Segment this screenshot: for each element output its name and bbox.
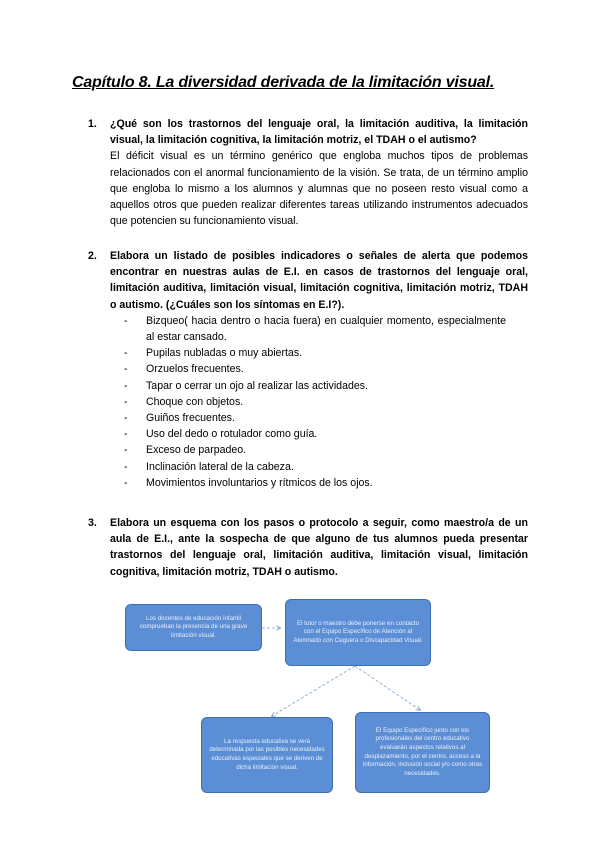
bullet-dash: - — [124, 460, 128, 473]
bullet-dash: - — [124, 347, 128, 360]
bullet-dash: - — [124, 444, 128, 457]
question-1-answer: El déficit visual es un término genérico que engloba muchos tipos de problemas relacionados con el anormal funcionamiento de la visión. Se trata, de un término amplio que engloba lo mismo a los alumnos y alumnas que no poseen resto visual como a aquellos otros que pueden realizar diferentes tareas utilizando instrumentos adecuados que potencien su funcionamiento visual. — [110, 150, 528, 228]
question-2-text: Elabora un listado de posibles indicadores o señales de alerta que podemos encontrar en nuestras aulas de E.I. en casos de trastornos del lenguaje oral, limitación auditiva, limitación visual, limitación cognitiva, limitación motriz, TDAH o autismo. (¿Cuáles son los síntomas en E.I?). — [110, 250, 528, 311]
list-item-text: Tapar o cerrar un ojo al realizar las actividades. — [146, 379, 368, 392]
question-1-text: ¿Qué son los trastornos del lenguaje oral, la limitación auditiva, la limitación visual, la limitación cognitiva, la limitación motriz, el TDAH o el autismo? — [110, 118, 528, 147]
list-item-text: Guiños frecuentes. — [146, 412, 235, 425]
flow-box-team-evaluation: El Equipo Específico junto con los profesionales del centro educativo evaluarán aspectos relativos al desplazamiento, por el centro, acceso a la información, inclusión social y/o como otras necesidades. — [355, 712, 490, 793]
chapter-title: Capítulo 8. La diversidad derivada de la limitación visual. — [72, 74, 495, 91]
list-item-text: Exceso de parpadeo. — [146, 444, 247, 457]
flow-box-contact-team: El tutor o maestro debe ponerse en contacto con el Equipo Específico de Atención al Alumnado con Ceguera o Discapacidad Visual. — [285, 599, 431, 666]
list-item-text: Inclinación lateral de la cabeza. — [146, 460, 294, 473]
question-3-number: 3. — [88, 517, 97, 529]
question-1-number: 1. — [88, 118, 97, 130]
list-item-text: Pupilas nubladas o muy abiertas. — [146, 347, 303, 360]
list-item-text: Movimientos involuntarios y rítmicos de los ojos. — [146, 476, 373, 489]
arrow-box2-to-box4 — [355, 666, 420, 710]
list-item-text: Uso del dedo o rotulador como guía. — [146, 428, 318, 441]
flow-box-detection: Los docentes de educación infantil comprueban la presencia de una grave limitación visual. — [125, 604, 262, 651]
list-item-text: Orzuelos frecuentes. — [146, 363, 244, 376]
question-2-number: 2. — [88, 250, 97, 262]
list-item-text: Bizqueo( hacia dentro o hacia fuera) en cualquier momento, especialmente al estar cansado. — [146, 314, 506, 344]
bullet-dash: - — [124, 395, 128, 408]
bullet-dash: - — [124, 379, 128, 392]
bullet-dash: - — [124, 428, 128, 441]
bullet-dash: - — [124, 412, 128, 425]
bullet-dash: - — [124, 314, 128, 327]
flow-box-educational-response: La respuesta educativa se verá determinada por las posibles necesidades educativas especiales que se deriven de dicha limitación visual. — [201, 717, 333, 793]
question-3-text: Elabora un esquema con los pasos o protocolo a seguir, como maestro/a de un aula de E.I., ante la sospecha de que alguno de tus alumnos pueda presentar trastornos del lenguaje oral, limitación auditiva, limitación visual, limitación cognitiva, limitación motriz, TDAH o autismo. — [110, 517, 528, 578]
arrow-box2-to-box3 — [272, 666, 355, 716]
bullet-dash: - — [124, 476, 128, 489]
list-item-text: Choque con objetos. — [146, 395, 244, 408]
bullet-dash: - — [124, 363, 128, 376]
